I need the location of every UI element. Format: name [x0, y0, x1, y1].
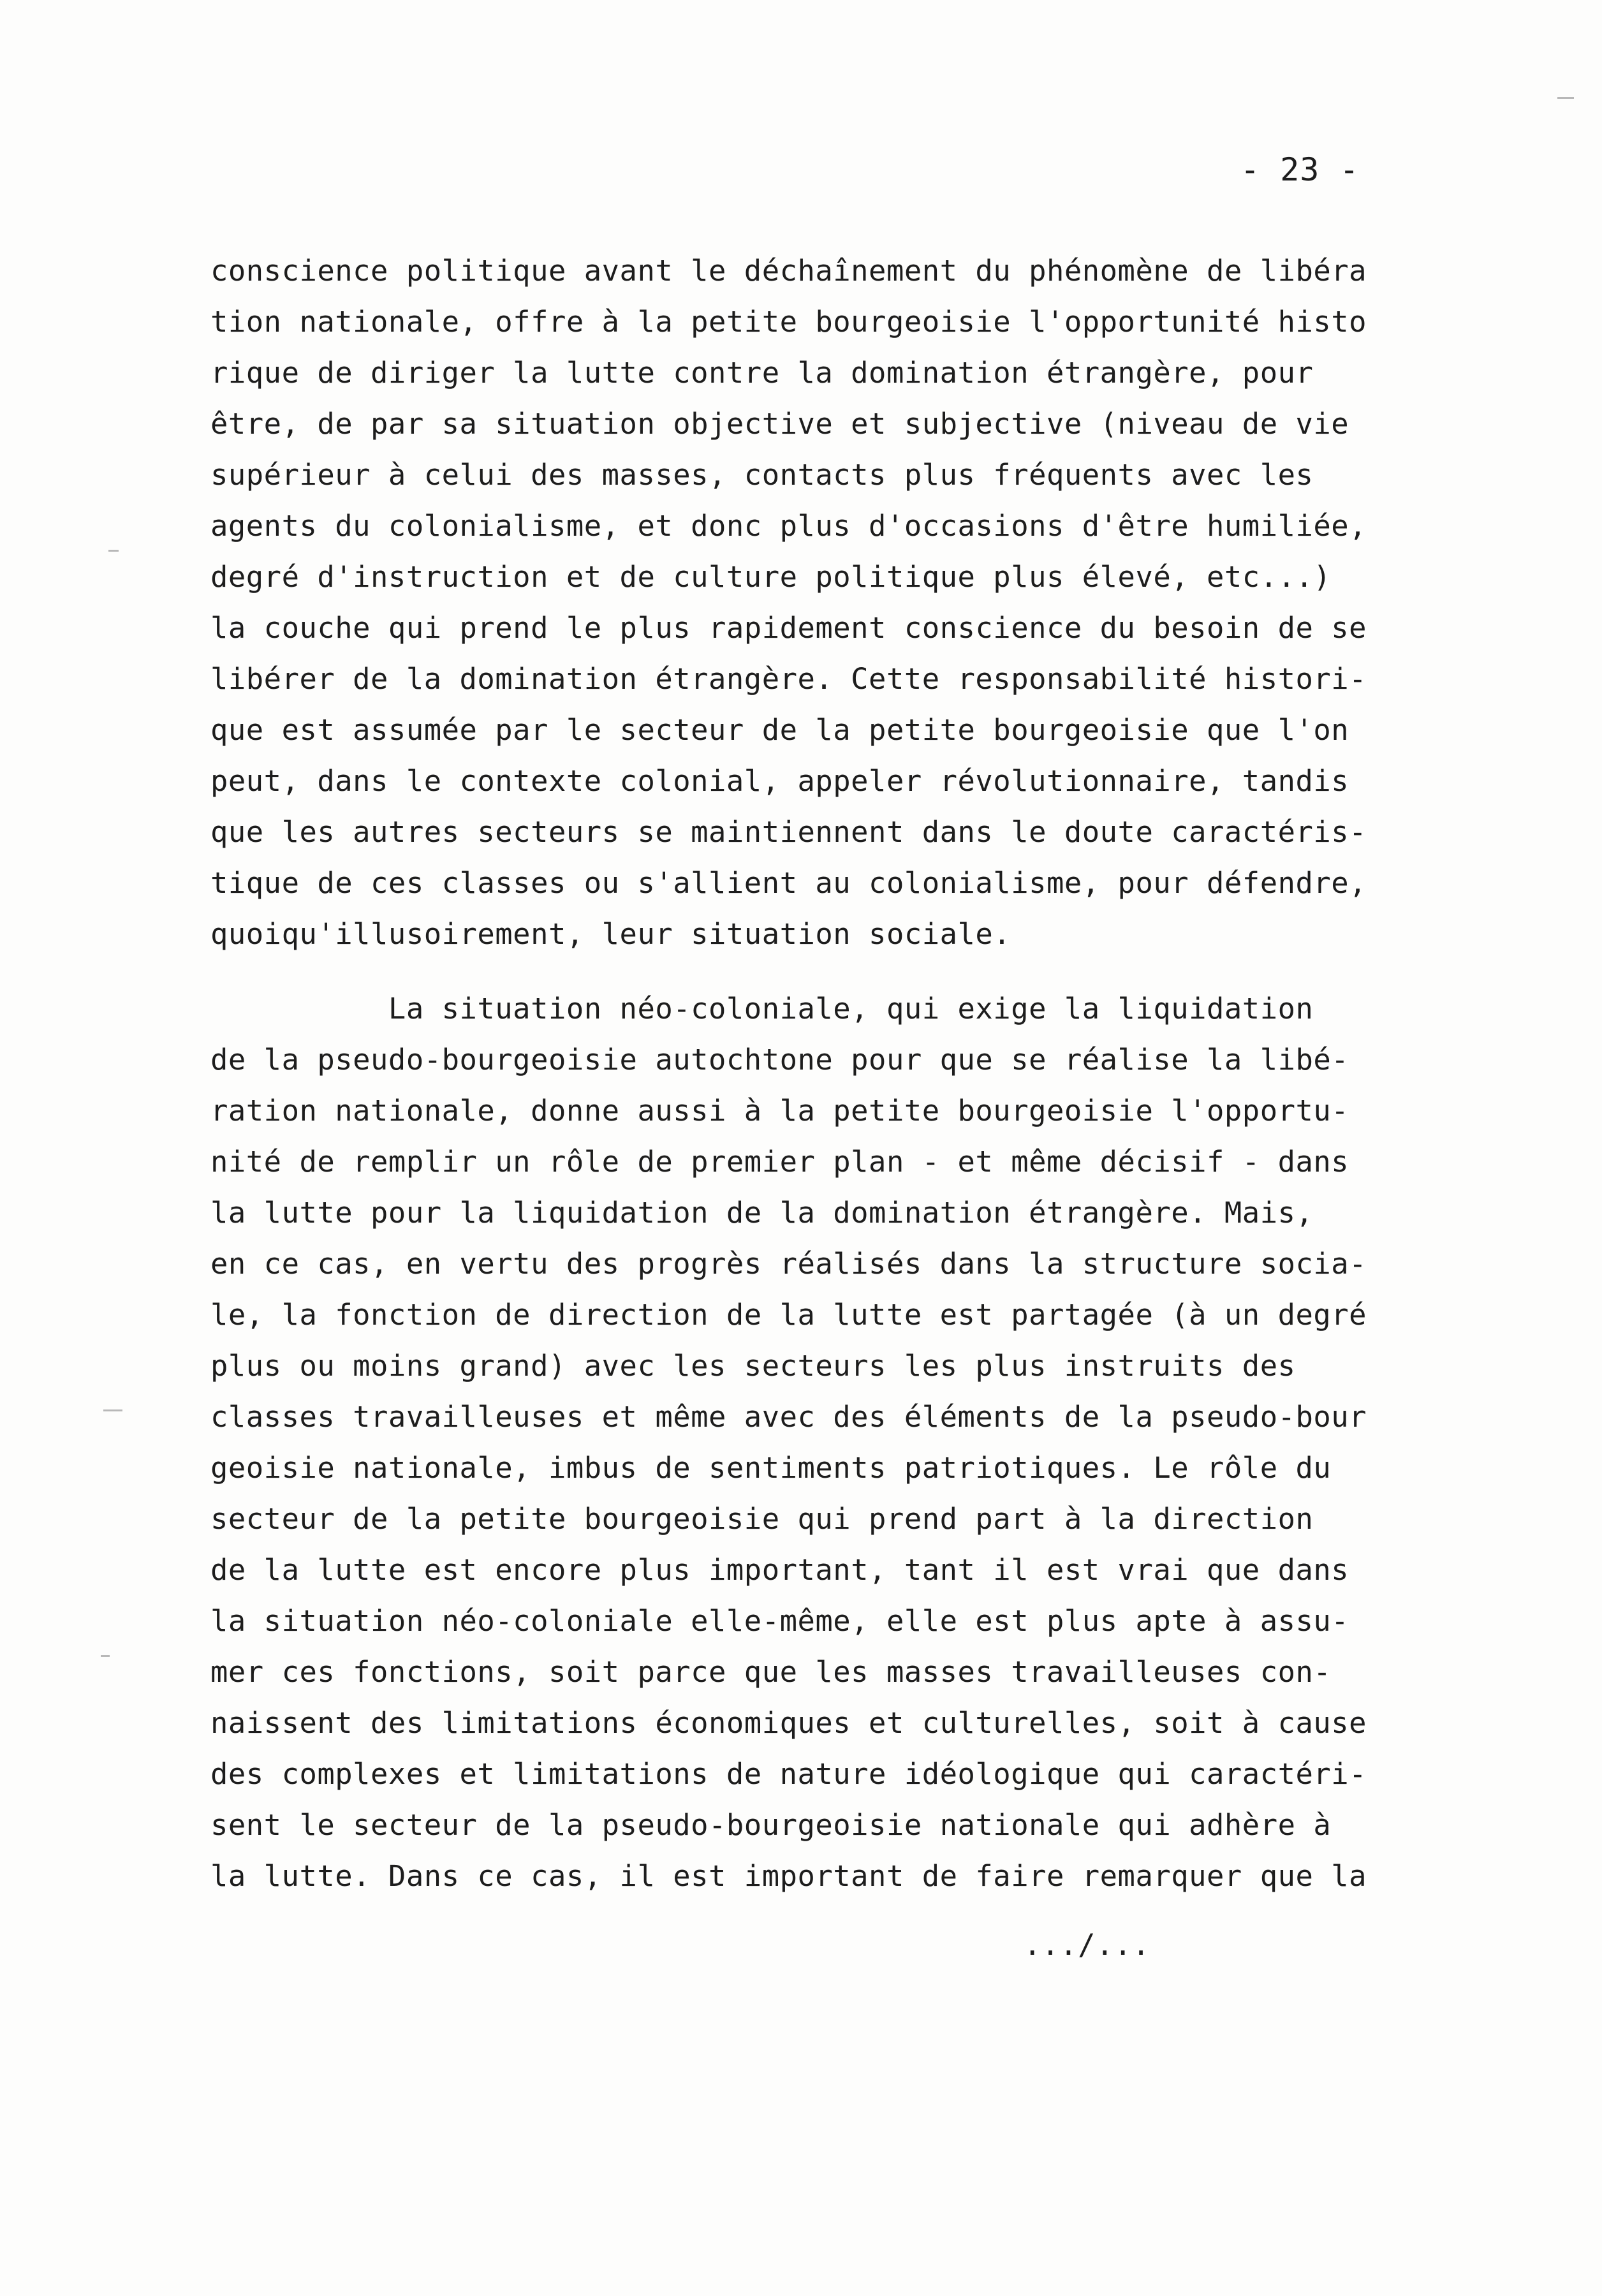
- text-line: classes travailleuses et même avec des éléments de la pseudo-bour: [210, 1400, 1367, 1434]
- text-line: être, de par sa situation objective et subjective (niveau de vie: [210, 407, 1349, 441]
- paragraph-1: [210, 246, 1441, 960]
- text-line: naissent des limitations économiques et culturelles, soit à cause: [210, 1706, 1367, 1740]
- text-line: la lutte pour la liquidation de la domination étrangère. Mais,: [210, 1196, 1314, 1230]
- text-line: degré d'instruction et de culture politique plus élevé, etc...): [210, 560, 1332, 594]
- text-line: supérieur à celui des masses, contacts plus fréquents avec les: [210, 458, 1314, 492]
- text-line: ration nationale, donne aussi à la petite bourgeoisie l'opportu-: [210, 1094, 1349, 1128]
- margin-tick: [1557, 97, 1574, 99]
- text-line: peut, dans le contexte colonial, appeler révolutionnaire, tandis: [210, 764, 1349, 798]
- text-line: tique de ces classes ou s'allient au colonialisme, pour défendre,: [210, 866, 1367, 900]
- text-line: agents du colonialisme, et donc plus d'occasions d'être humiliée,: [210, 509, 1367, 543]
- paragraph-2: [210, 983, 1441, 1902]
- text-line: secteur de la petite bourgeoisie qui prend part à la direction: [210, 1502, 1314, 1536]
- text-line: La situation néo-coloniale, qui exige la liquidation: [210, 992, 1314, 1026]
- text-line: rique de diriger la lutte contre la domination étrangère, pour: [210, 356, 1314, 390]
- text-line: des complexes et limitations de nature idéologique qui caractéri-: [210, 1757, 1367, 1791]
- text-line: que les autres secteurs se maintiennent dans le doute caractéris-: [210, 815, 1367, 849]
- page-number: - 23 -: [1240, 151, 1360, 188]
- text-line: le, la fonction de direction de la lutte est partagée (à un degré: [210, 1298, 1367, 1332]
- text-line: plus ou moins grand) avec les secteurs les plus instruits des: [210, 1349, 1296, 1383]
- text-line: la couche qui prend le plus rapidement conscience du besoin de se: [210, 611, 1367, 645]
- text-line: de la pseudo-bourgeoisie autochtone pour que se réalise la libé-: [210, 1043, 1349, 1077]
- text-line: geoisie nationale, imbus de sentiments patriotiques. Le rôle du: [210, 1451, 1332, 1485]
- text-line: libérer de la domination étrangère. Cette responsabilité histori-: [210, 662, 1367, 696]
- margin-tick: [101, 1655, 110, 1657]
- text-line: la lutte. Dans ce cas, il est important de faire remarquer que la: [210, 1859, 1367, 1893]
- margin-tick: [108, 550, 119, 552]
- margin-tick: [103, 1409, 122, 1411]
- text-line: en ce cas, en vertu des progrès réalisés dans la structure socia-: [210, 1247, 1367, 1281]
- text-line: conscience politique avant le déchaînement du phénomène de libéra: [210, 254, 1367, 288]
- text-line: mer ces fonctions, soit parce que les masses travailleuses con-: [210, 1655, 1332, 1689]
- text-line: que est assumée par le secteur de la petite bourgeoisie que l'on: [210, 713, 1349, 747]
- text-line: sent le secteur de la pseudo-bourgeoisie nationale qui adhère à: [210, 1808, 1332, 1842]
- text-line: de la lutte est encore plus important, tant il est vrai que dans: [210, 1553, 1349, 1587]
- text-line: quoiqu'illusoirement, leur situation sociale.: [210, 917, 1011, 951]
- continuation-marker: .../...: [1024, 1928, 1150, 1962]
- text-line: tion nationale, offre à la petite bourgeoisie l'opportunité histo: [210, 305, 1367, 339]
- text-line: la situation néo-coloniale elle-même, elle est plus apte à assu-: [210, 1604, 1349, 1638]
- text-line: nité de remplir un rôle de premier plan - et même décisif - dans: [210, 1145, 1349, 1179]
